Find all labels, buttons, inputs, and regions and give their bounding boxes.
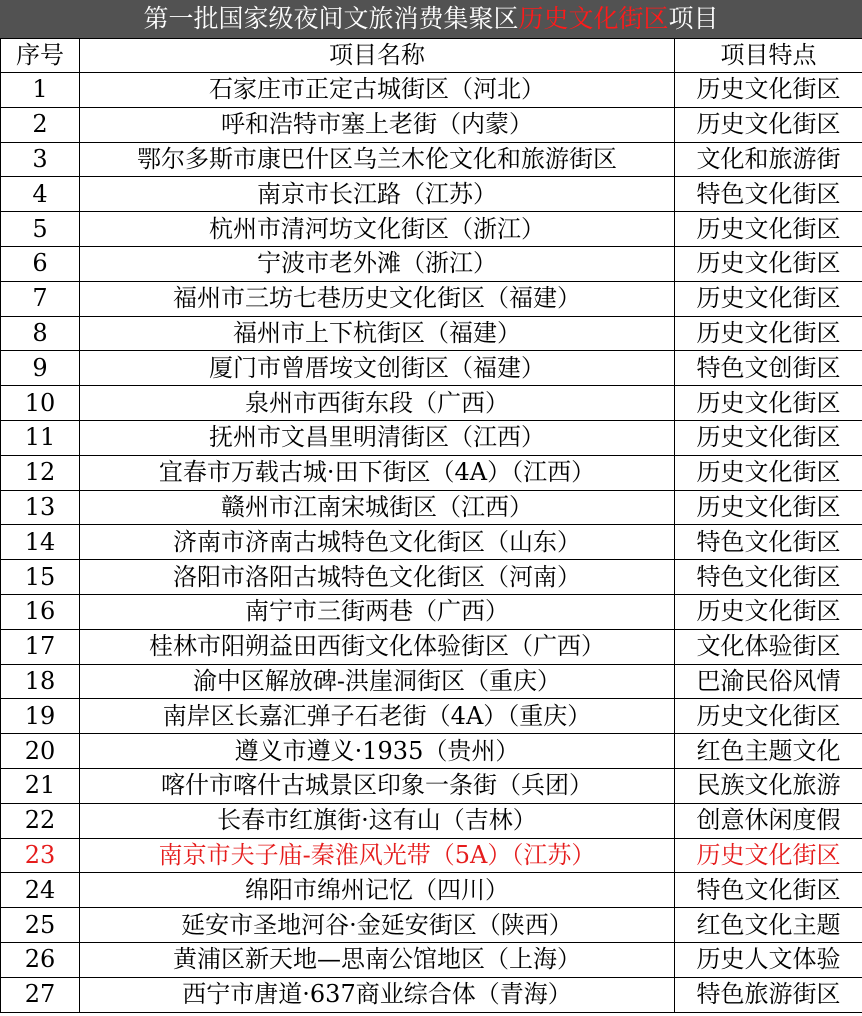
table-row <box>1 803 862 838</box>
row-project-name: 洛阳市洛阳古城特色文化街区（河南） <box>80 560 675 595</box>
row-project-feature: 巴渝民俗风情 <box>675 664 862 699</box>
row-project-name: 杭州市清河坊文化街区（浙江） <box>80 212 675 247</box>
table-row <box>1 734 862 769</box>
row-number: 7 <box>1 281 80 316</box>
table-row <box>1 73 862 108</box>
row-number: 11 <box>1 420 80 455</box>
header-number: 序号 <box>1 39 80 73</box>
table-row <box>1 699 862 734</box>
row-number: 17 <box>1 629 80 664</box>
row-project-name: 厦门市曾厝垵文创街区（福建） <box>80 351 675 386</box>
table-row <box>1 629 862 664</box>
title-part1: 第一批国家级夜间文旅消费集聚区 <box>143 4 519 33</box>
table-row <box>1 525 862 560</box>
header-project-feature: 项目特点 <box>675 39 862 73</box>
row-number: 26 <box>1 942 80 977</box>
row-number: 2 <box>1 107 80 142</box>
table-row <box>1 246 862 281</box>
table-row <box>1 107 862 142</box>
row-project-feature: 特色文化街区 <box>675 560 862 595</box>
row-project-name: 宜春市万载古城·田下街区（4A）（江西） <box>80 455 675 490</box>
table-row <box>1 838 862 873</box>
header-project-name: 项目名称 <box>80 39 675 73</box>
title-part2: 项目 <box>668 4 719 33</box>
table-row <box>1 942 862 977</box>
row-project-feature: 历史文化街区 <box>675 490 862 525</box>
table-row <box>1 386 862 421</box>
row-project-feature: 历史文化街区 <box>675 455 862 490</box>
row-project-feature: 历史文化街区 <box>675 699 862 734</box>
row-number: 27 <box>1 977 80 1012</box>
table-body <box>1 73 862 1013</box>
row-number: 4 <box>1 177 80 212</box>
row-project-name: 桂林市阳朔益田西街文化体验街区（广西） <box>80 629 675 664</box>
row-number: 21 <box>1 768 80 803</box>
row-number: 15 <box>1 560 80 595</box>
table-row <box>1 664 862 699</box>
table-row <box>1 142 862 177</box>
row-number: 14 <box>1 525 80 560</box>
row-number: 23 <box>1 838 80 873</box>
row-project-name: 南京市长江路（江苏） <box>80 177 675 212</box>
row-project-feature: 历史文化街区 <box>675 281 862 316</box>
row-project-name: 宁波市老外滩（浙江） <box>80 246 675 281</box>
row-project-name: 济南市济南古城特色文化街区（山东） <box>80 525 675 560</box>
row-number: 16 <box>1 594 80 629</box>
row-number: 22 <box>1 803 80 838</box>
row-project-feature: 历史文化街区 <box>675 838 862 873</box>
row-number: 13 <box>1 490 80 525</box>
table-row <box>1 908 862 943</box>
row-number: 18 <box>1 664 80 699</box>
row-project-feature: 特色文化街区 <box>675 177 862 212</box>
row-project-name: 泉州市西街东段（广西） <box>80 386 675 421</box>
table-row <box>1 351 862 386</box>
table-row <box>1 212 862 247</box>
row-number: 25 <box>1 908 80 943</box>
row-project-feature: 红色主题文化 <box>675 734 862 769</box>
row-project-name: 鄂尔多斯市康巴什区乌兰木伦文化和旅游街区 <box>80 142 675 177</box>
row-project-feature: 创意休闲度假 <box>675 803 862 838</box>
row-project-name: 赣州市江南宋城街区（江西） <box>80 490 675 525</box>
table-row <box>1 977 862 1012</box>
row-project-feature: 文化体验街区 <box>675 629 862 664</box>
table-row <box>1 177 862 212</box>
table-row <box>1 281 862 316</box>
row-project-name: 渝中区解放碑-洪崖洞街区（重庆） <box>80 664 675 699</box>
row-project-name: 福州市上下杭街区（福建） <box>80 316 675 351</box>
row-number: 12 <box>1 455 80 490</box>
row-project-feature: 历史文化街区 <box>675 420 862 455</box>
row-project-feature: 文化和旅游街 <box>675 142 862 177</box>
row-number: 10 <box>1 386 80 421</box>
row-project-feature: 历史文化街区 <box>675 212 862 247</box>
row-project-name: 石家庄市正定古城街区（河北） <box>80 73 675 108</box>
row-project-name: 长春市红旗街·这有山（吉林） <box>80 803 675 838</box>
row-number: 8 <box>1 316 80 351</box>
table-row <box>1 316 862 351</box>
row-project-feature: 历史文化街区 <box>675 316 862 351</box>
row-project-feature: 特色文创街区 <box>675 351 862 386</box>
row-project-name: 南岸区长嘉汇弹子石老街（4A）（重庆） <box>80 699 675 734</box>
table-row <box>1 490 862 525</box>
title-highlight: 历史文化街区 <box>518 4 669 33</box>
row-project-feature: 红色文化主题 <box>675 908 862 943</box>
table-row <box>1 873 862 908</box>
row-number: 24 <box>1 873 80 908</box>
table-row <box>1 594 862 629</box>
table-row <box>1 420 862 455</box>
row-number: 20 <box>1 734 80 769</box>
table-row <box>1 455 862 490</box>
title-bar <box>0 0 862 38</box>
row-number: 5 <box>1 212 80 247</box>
row-project-feature: 历史人文体验 <box>675 942 862 977</box>
row-project-feature: 特色文化街区 <box>675 873 862 908</box>
row-project-feature: 特色旅游街区 <box>675 977 862 1012</box>
row-project-name: 抚州市文昌里明清街区（江西） <box>80 420 675 455</box>
row-project-name: 绵阳市绵州记忆（四川） <box>80 873 675 908</box>
row-number: 6 <box>1 246 80 281</box>
row-project-name: 南京市夫子庙-秦淮风光带（5A）（江苏） <box>80 838 675 873</box>
row-project-name: 黄浦区新天地—思南公馆地区（上海） <box>80 942 675 977</box>
row-project-name: 福州市三坊七巷历史文化街区（福建） <box>80 281 675 316</box>
row-number: 3 <box>1 142 80 177</box>
project-table <box>0 38 862 1013</box>
row-project-feature: 历史文化街区 <box>675 73 862 108</box>
row-project-feature: 历史文化街区 <box>675 107 862 142</box>
row-project-feature: 历史文化街区 <box>675 246 862 281</box>
row-project-name: 遵义市遵义·1935（贵州） <box>80 734 675 769</box>
row-number: 1 <box>1 73 80 108</box>
row-project-name: 呼和浩特市塞上老街（内蒙） <box>80 107 675 142</box>
row-project-name: 延安市圣地河谷·金延安街区（陕西） <box>80 908 675 943</box>
row-project-name: 喀什市喀什古城景区印象一条街（兵团） <box>80 768 675 803</box>
row-project-feature: 特色文化街区 <box>675 525 862 560</box>
row-number: 19 <box>1 699 80 734</box>
row-project-feature: 民族文化旅游 <box>675 768 862 803</box>
row-project-feature: 历史文化街区 <box>675 386 862 421</box>
row-number: 9 <box>1 351 80 386</box>
row-project-name: 南宁市三街两巷（广西） <box>80 594 675 629</box>
header-row <box>1 39 862 73</box>
row-project-name: 西宁市唐道·637商业综合体（青海） <box>80 977 675 1012</box>
table-row <box>1 560 862 595</box>
row-project-feature: 历史文化街区 <box>675 594 862 629</box>
table-row <box>1 768 862 803</box>
